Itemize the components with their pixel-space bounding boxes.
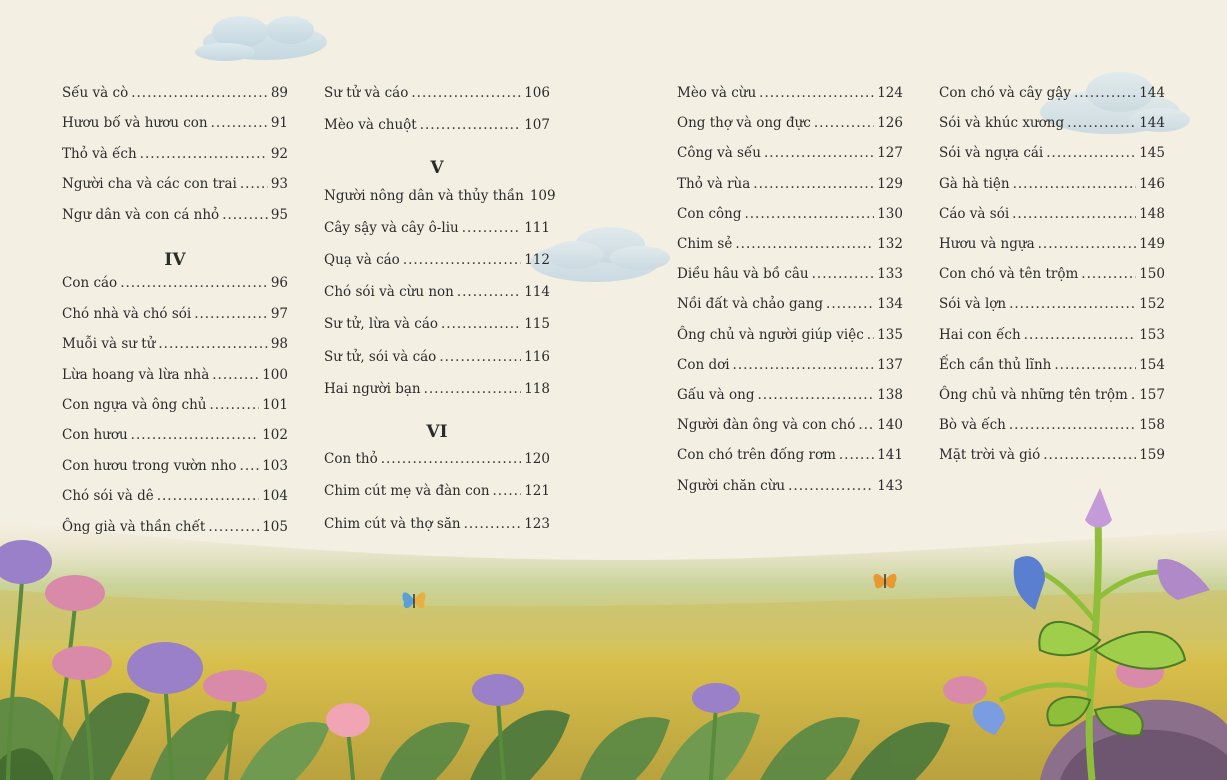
- entry-title: Con công: [677, 205, 742, 222]
- entry-page-number: 107: [524, 117, 550, 134]
- entry-title: Quạ và cáo: [324, 252, 400, 268]
- entry-page-number: 143: [877, 477, 903, 494]
- toc-entry[interactable]: [324, 252, 550, 269]
- dot-leader: [439, 349, 521, 366]
- entry-title: Mèo và cừu: [677, 85, 757, 101]
- entry-page-number: 149: [1139, 236, 1165, 252]
- dot-leader: [158, 336, 267, 353]
- dot-leader: [867, 327, 874, 344]
- entry-page-number: 133: [877, 266, 903, 283]
- section-heading: V: [430, 158, 444, 179]
- entry-title: Con thỏ: [324, 451, 378, 468]
- toc-entry[interactable]: [324, 117, 550, 134]
- entry-title: Sư tử, sói và cáo: [324, 348, 437, 365]
- toc-entry[interactable]: [62, 275, 288, 292]
- entry-page-number: 134: [877, 296, 903, 313]
- dot-leader: [457, 284, 521, 301]
- dot-leader: [1081, 266, 1136, 283]
- entry-page-number: 132: [877, 236, 903, 252]
- dot-leader: [826, 296, 874, 313]
- dot-leader: [812, 266, 875, 283]
- dot-leader: [1054, 357, 1136, 374]
- entry-title: Người cha và các con trai: [62, 176, 237, 193]
- entry-page-number: 95: [270, 206, 288, 223]
- dot-leader: [1009, 296, 1136, 313]
- entry-page-number: 129: [877, 175, 903, 192]
- dot-leader: [157, 488, 260, 505]
- dot-leader: [858, 417, 874, 434]
- dot-leader: [211, 115, 268, 132]
- toc-entry[interactable]: [324, 284, 550, 301]
- dot-leader: [1074, 85, 1136, 102]
- section-heading: VI: [426, 422, 448, 442]
- entry-page-number: 154: [1139, 356, 1165, 373]
- toc-entry[interactable]: [677, 236, 903, 253]
- entry-title: Sư tử, lừa và cáo: [324, 316, 438, 333]
- entry-title: Công và sếu: [677, 145, 761, 162]
- entry-title: Bò và ếch: [939, 417, 1006, 434]
- dot-leader: [140, 146, 268, 163]
- entry-title: Gà hà tiện: [939, 175, 1010, 192]
- entry-page-number: 118: [524, 380, 550, 397]
- dot-leader: [753, 176, 874, 193]
- entry-page-number: 145: [1139, 145, 1165, 162]
- dot-leader: [411, 85, 521, 102]
- entry-title: Sư tử và cáo: [324, 85, 409, 101]
- toc-entry[interactable]: [62, 427, 288, 444]
- entry-title: Ong thợ và ong đực: [677, 115, 811, 132]
- entry-title: Sói và ngựa cái: [939, 145, 1044, 162]
- toc-entry[interactable]: [324, 316, 550, 333]
- entry-page-number: 153: [1139, 326, 1165, 343]
- section-heading: IV: [164, 250, 186, 270]
- toc-entry[interactable]: [939, 417, 1165, 434]
- dot-leader: [814, 115, 874, 132]
- dot-leader: [210, 397, 260, 414]
- dot-leader: [733, 357, 875, 374]
- dot-leader: [208, 519, 259, 536]
- entry-title: Thỏ và ếch: [62, 145, 137, 162]
- dot-leader: [464, 516, 522, 533]
- toc-entry[interactable]: [939, 145, 1165, 162]
- entry-title: Con dơi: [677, 356, 730, 373]
- toc-entry[interactable]: [677, 296, 903, 313]
- entry-title: Chim cút và thợ săn: [324, 515, 461, 532]
- toc-entry[interactable]: [677, 145, 903, 162]
- butterfly-icon: [402, 592, 425, 608]
- entry-page-number: 98: [270, 336, 288, 353]
- toc-entry[interactable]: [62, 397, 288, 414]
- entry-page-number: 112: [524, 252, 550, 268]
- entry-title: Mặt trời và gió: [939, 447, 1041, 464]
- entry-page-number: 97: [270, 305, 288, 322]
- dot-leader: [131, 427, 260, 444]
- entry-page-number: 109: [529, 187, 556, 204]
- entry-page-number: 137: [877, 356, 903, 373]
- entry-title: Người đàn ông và con chó: [677, 417, 856, 434]
- entry-page-number: 144: [1139, 115, 1165, 132]
- toc-entry[interactable]: [677, 327, 903, 344]
- toc-entry[interactable]: [939, 296, 1165, 313]
- toc-entry[interactable]: [677, 176, 903, 193]
- entry-page-number: 114: [524, 284, 550, 301]
- toc-entry[interactable]: [677, 115, 903, 132]
- entry-title: Diều hâu và bồ câu: [677, 266, 809, 283]
- entry-page-number: 121: [524, 483, 550, 500]
- toc-entry[interactable]: [62, 85, 288, 102]
- toc-entry[interactable]: [324, 349, 550, 366]
- entry-title: Ông chủ và người giúp việc: [677, 326, 864, 343]
- dot-leader: [1009, 417, 1136, 434]
- entry-title: Cáo và sói: [939, 205, 1010, 222]
- dot-leader: [194, 306, 268, 323]
- toc-entry[interactable]: [324, 451, 550, 468]
- entry-title: Gấu và ong: [677, 387, 755, 403]
- toc-entry[interactable]: [677, 266, 903, 283]
- entry-page-number: 126: [877, 115, 903, 132]
- entry-title: Con chó trên đống rơm: [677, 447, 836, 464]
- entry-page-number: 106: [524, 85, 550, 101]
- entry-page-number: 100: [262, 366, 288, 383]
- entry-title: Con chó và cây gậy: [939, 85, 1071, 101]
- toc-entry[interactable]: [677, 85, 903, 102]
- entry-page-number: 159: [1139, 447, 1165, 464]
- entry-title: Chó sói và cừu non: [324, 284, 454, 301]
- dot-leader: [381, 451, 522, 468]
- entry-page-number: 152: [1139, 296, 1165, 313]
- toc-entry[interactable]: [939, 206, 1165, 223]
- entry-title: Con ngựa và ông chủ: [62, 397, 207, 413]
- toc-entry[interactable]: [324, 516, 550, 533]
- entry-title: Người nông dân và thủy thần: [324, 187, 524, 204]
- entry-page-number: 124: [877, 85, 903, 101]
- entry-page-number: 130: [877, 205, 903, 222]
- toc-entry[interactable]: [324, 85, 550, 102]
- entry-page-number: 92: [270, 145, 288, 162]
- dot-leader: [788, 478, 874, 495]
- entry-page-number: 138: [877, 387, 903, 403]
- entry-page-number: 101: [262, 397, 288, 413]
- entry-title: Hươu và ngựa: [939, 236, 1035, 252]
- entry-title: Sói và khúc xương: [939, 115, 1065, 132]
- entry-title: Hai người bạn: [324, 380, 421, 397]
- dot-leader: [131, 85, 268, 102]
- entry-page-number: 120: [524, 451, 550, 468]
- entry-page-number: 123: [524, 515, 550, 532]
- entry-page-number: 150: [1139, 266, 1165, 283]
- entry-title: Hai con ếch: [939, 326, 1021, 343]
- entry-title: Chim cút mẹ và đàn con: [324, 483, 490, 500]
- entry-title: Sói và lợn: [939, 296, 1007, 313]
- dot-leader: [212, 367, 259, 384]
- dot-leader: [1046, 145, 1136, 162]
- dot-leader: [839, 447, 874, 464]
- entry-page-number: 158: [1139, 417, 1165, 434]
- toc-entry[interactable]: [677, 447, 903, 464]
- dot-leader: [403, 252, 521, 269]
- entry-title: Chim sẻ: [677, 236, 733, 252]
- entry-title: Người chăn cừu: [677, 477, 786, 494]
- toc-entry[interactable]: [939, 176, 1165, 193]
- entry-title: Muỗi và sư tử: [62, 336, 156, 353]
- entry-page-number: 91: [270, 115, 288, 132]
- toc-entry[interactable]: [677, 417, 903, 434]
- entry-page-number: 146: [1139, 175, 1165, 192]
- dot-leader: [424, 381, 522, 398]
- toc-entry[interactable]: [62, 176, 288, 193]
- toc-entry[interactable]: [62, 488, 288, 505]
- entry-page-number: 141: [877, 447, 903, 464]
- dot-leader: [735, 236, 874, 253]
- toc-entry[interactable]: [939, 85, 1165, 102]
- toc-entry[interactable]: [939, 266, 1165, 283]
- dot-leader: [1024, 327, 1137, 344]
- toc-entry[interactable]: [324, 381, 550, 398]
- toc-entry[interactable]: [62, 336, 288, 353]
- entry-title: Ông già và thần chết: [62, 518, 206, 535]
- toc-entry[interactable]: [324, 220, 550, 237]
- entry-page-number: 102: [262, 427, 288, 444]
- entry-page-number: 105: [262, 518, 288, 535]
- toc-entry[interactable]: [677, 206, 903, 223]
- dot-leader: [759, 85, 874, 102]
- entry-title: Ếch cần thủ lĩnh: [939, 356, 1052, 373]
- entry-page-number: 89: [270, 85, 288, 101]
- entry-title: Hươu bố và hươu con: [62, 115, 208, 132]
- entry-title: Ông chủ và những tên trộm: [939, 387, 1128, 403]
- entry-title: Ngư dân và con cá nhỏ: [62, 206, 220, 223]
- entry-page-number: 140: [877, 417, 903, 434]
- entry-page-number: 148: [1139, 205, 1165, 222]
- toc-entry[interactable]: [62, 207, 288, 224]
- entry-title: Cây sậy và cây ô-liu: [324, 219, 459, 236]
- dot-leader: [1038, 236, 1137, 253]
- toc-entry[interactable]: [939, 357, 1165, 374]
- entry-page-number: 104: [262, 488, 288, 505]
- dot-leader: [240, 458, 260, 475]
- toc-entry[interactable]: [939, 447, 1165, 464]
- dot-leader: [240, 176, 268, 193]
- entry-page-number: 127: [877, 145, 903, 162]
- toc-entry[interactable]: [62, 519, 288, 536]
- toc-entry[interactable]: [939, 327, 1165, 344]
- entry-page-number: 96: [270, 275, 288, 292]
- flower-icon: [1085, 488, 1112, 528]
- toc-entry[interactable]: [62, 306, 288, 323]
- toc-entry[interactable]: [939, 115, 1165, 132]
- dot-leader: [1013, 176, 1137, 193]
- dot-leader: [462, 220, 522, 237]
- entry-title: Sếu và cò: [62, 85, 129, 101]
- entry-page-number: 115: [524, 316, 550, 333]
- toc-entry[interactable]: [324, 187, 556, 205]
- entry-title: Con cáo: [62, 275, 118, 292]
- dot-leader: [744, 206, 874, 223]
- cloud-icon: [195, 16, 327, 61]
- entry-title: Con hươu: [62, 427, 128, 444]
- dot-leader: [120, 275, 268, 292]
- entry-title: Lừa hoang và lừa nhà: [62, 366, 210, 383]
- entry-title: Mèo và chuột: [324, 117, 417, 134]
- entry-page-number: 103: [262, 457, 288, 474]
- toc-entry[interactable]: [939, 387, 1165, 404]
- toc-entry[interactable]: [939, 236, 1165, 253]
- dot-leader: [1067, 115, 1136, 132]
- entry-title: Thỏ và rùa: [677, 175, 751, 192]
- cloud-icon: [530, 227, 670, 282]
- entry-page-number: 116: [524, 348, 550, 365]
- entry-page-number: 157: [1139, 387, 1165, 403]
- toc-entry[interactable]: [677, 357, 903, 374]
- entry-title: Con hươu trong vườn nho: [62, 457, 237, 474]
- toc-entry[interactable]: [677, 387, 903, 404]
- dot-leader: [222, 207, 268, 224]
- entry-title: Chó sói và dê: [62, 488, 154, 505]
- dot-leader: [420, 117, 522, 134]
- entry-title: Nồi đất và chảo gang: [677, 296, 824, 313]
- dot-leader: [441, 316, 521, 333]
- toc-entry[interactable]: [62, 367, 288, 384]
- dot-leader: [1043, 447, 1136, 464]
- toc-entry[interactable]: [324, 483, 550, 500]
- entry-page-number: 144: [1139, 85, 1165, 101]
- toc-entry[interactable]: [62, 458, 288, 475]
- dot-leader: [493, 483, 522, 500]
- dot-leader: [764, 145, 874, 162]
- entry-title: Con chó và tên trộm: [939, 266, 1079, 283]
- entry-page-number: 111: [524, 219, 550, 236]
- dot-leader: [1131, 387, 1136, 404]
- toc-entry[interactable]: [62, 115, 288, 132]
- butterfly-icon: [873, 574, 896, 588]
- entry-page-number: 135: [877, 326, 903, 343]
- dot-leader: [1012, 206, 1136, 223]
- entry-title: Chó nhà và chó sói: [62, 305, 192, 322]
- entry-page-number: 93: [270, 176, 288, 193]
- toc-entry[interactable]: [677, 478, 903, 495]
- dot-leader: [757, 387, 874, 404]
- toc-entry[interactable]: [62, 146, 288, 163]
